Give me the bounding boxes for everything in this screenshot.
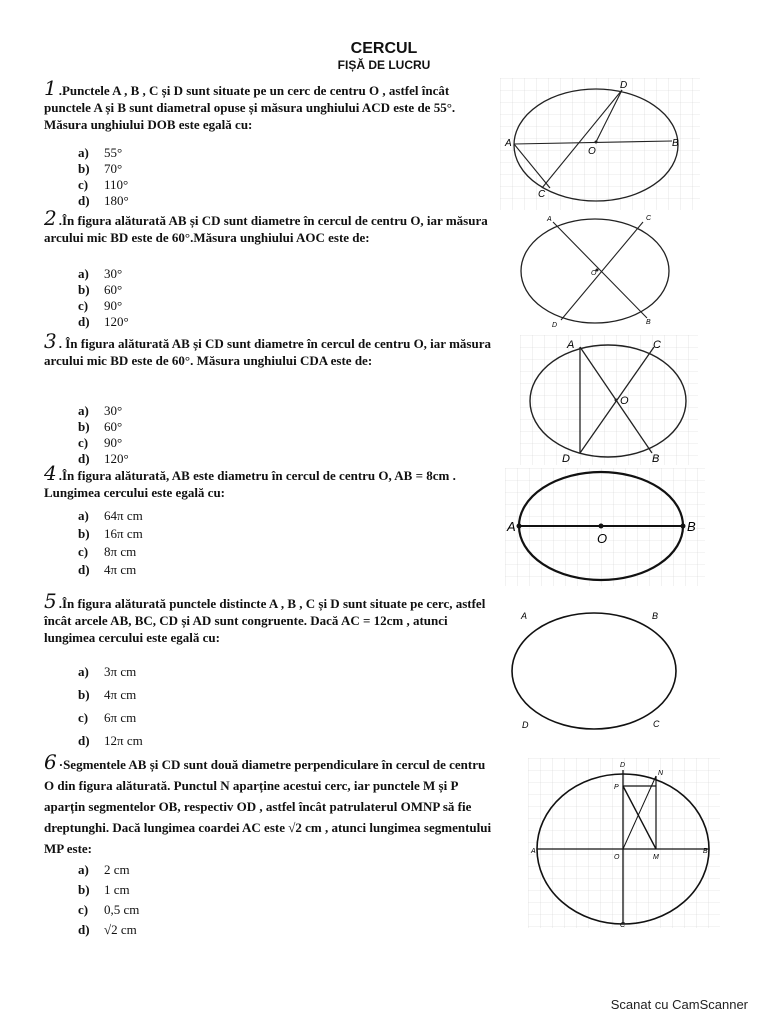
option: c) 110° — [78, 177, 129, 192]
figure-label: B — [652, 611, 659, 621]
option: d) 120° — [78, 451, 129, 466]
page-subtitle: FIȘĂ DE LUCRU — [337, 58, 431, 72]
problem-5-options — [78, 664, 143, 756]
figure-label: D — [552, 322, 558, 329]
figure-label: B — [652, 453, 660, 465]
figure-label: A — [505, 138, 512, 149]
option: c) 90° — [78, 435, 123, 450]
option: a) 2 cm — [78, 862, 130, 877]
problem-2-number: 2 — [44, 206, 57, 230]
problem-2-options — [78, 266, 129, 330]
problem-1-figure — [500, 78, 700, 215]
problem-4-text: 4 .În figura alăturată, AB este diametru în cercul de centru O, AB = 8cm . Lungimea cercului este egală cu: — [44, 461, 456, 500]
option: c) 8π cm — [78, 544, 137, 559]
problem-2-text: 2 .În figura alăturată AB și CD sunt diametre în cercul de centru O, iar măsura arcului mic BD este de 60°.Măsura unghiului AOC este de: — [44, 206, 488, 245]
option: b) 70° — [78, 161, 123, 176]
problem-3-options — [78, 403, 129, 467]
figure-label: O — [597, 531, 608, 546]
problem-5-number: 5 — [44, 589, 57, 613]
problem-5-text: 5 .În figura alăturată punctele distincte A , B , C și D sunt situate pe cerc, astfel încât arcele AB, BC, CD și AD sunt congruente. Dacă AC = 12cm , atunci lungimea cercului este egală cu: — [44, 589, 486, 645]
option: b) 16π cm — [78, 526, 143, 541]
option: a) 64π cm — [78, 508, 143, 523]
problem-3-number: 3 — [44, 329, 57, 353]
option: a) 30° — [78, 266, 123, 281]
option: d) 4π cm — [78, 562, 137, 577]
option: a) 55° — [78, 145, 123, 160]
option: c) 90° — [78, 298, 123, 313]
figure-label: B — [687, 519, 696, 534]
figure-label: N — [658, 770, 664, 777]
figure-label: B — [703, 848, 708, 855]
problem-1-number: 1 — [44, 76, 57, 100]
problem-3-text: 3 . În figura alăturată AB și CD sunt diametre în cercul de centru O, iar măsura arcului mic BD este de 60°. Măsura unghiului CDA este de: — [44, 329, 491, 368]
option: a) 30° — [78, 403, 123, 418]
problem-4-options — [78, 508, 143, 580]
option: b) 60° — [78, 282, 123, 297]
option: b) 60° — [78, 419, 123, 434]
figure-label: B — [672, 138, 679, 149]
option: c) 6π cm — [78, 710, 137, 725]
figure-label: D — [620, 762, 626, 769]
option: b) 4π cm — [78, 687, 137, 702]
problem-5-figure — [505, 605, 685, 740]
scanner-watermark: Scanat cu CamScanner — [610, 997, 748, 1012]
problem-1-text: 1 .Punctele A , B , C și D sunt situate pe un cerc de centru O , astfel încât punctele A și B sunt diametral opuse și măsura unghiului ACD este de 55°. Măsura unghiului DOB este egală cu: — [44, 76, 456, 132]
page-title: CERCUL — [350, 40, 418, 57]
figure-label: P — [614, 784, 619, 791]
option: a) 3π cm — [78, 664, 137, 679]
problem-6-options — [78, 862, 139, 942]
figure-label: A — [531, 848, 536, 855]
figure-label: A — [521, 611, 528, 621]
problem-3-figure — [520, 335, 698, 470]
figure-label: B — [646, 319, 651, 326]
option: d) 180° — [78, 193, 129, 208]
figure-label: D — [522, 720, 529, 730]
figure-label: O — [591, 270, 597, 277]
problem-6-text: 6 ·Segmentele AB și CD sunt două diametre perpendiculare în cercul de centru O din figura alăturată. Punctul N aparține acestui cerc, iar punctele M și P aparțin segmentelor OB, respectiv OD , astfel încât patrulaterul OMNP să fie dreptunghi. Dacă lungimea coardei AC este √2 cm , atunci lungimea segmentului MP este: — [44, 750, 492, 856]
problem-4-figure — [505, 468, 705, 591]
figure-label: O — [588, 146, 596, 157]
option: d) 120° — [78, 314, 129, 329]
problem-6-figure — [528, 758, 720, 933]
option: b) 1 cm — [78, 882, 130, 897]
figure-label: O — [614, 854, 620, 861]
figure-label: O — [620, 395, 629, 407]
figure-label: C — [653, 719, 660, 729]
option: c) 0,5 cm — [78, 902, 140, 917]
figure-label: C — [646, 215, 652, 222]
problem-1-options — [78, 145, 129, 209]
figure-label: C — [538, 189, 546, 200]
figure-label: C — [620, 922, 626, 928]
figure-label: C — [653, 339, 661, 351]
problem-2-figure — [515, 210, 685, 337]
figure-label: A — [567, 339, 575, 351]
problem-6-number: 6 — [44, 750, 57, 774]
figure-label: A — [507, 519, 516, 534]
figure-label: D — [620, 80, 628, 91]
figure-label: D — [562, 453, 570, 465]
figure-label: A — [547, 216, 552, 223]
problem-4-number: 4 — [44, 461, 57, 485]
figure-label: M — [653, 854, 659, 861]
option: d) √2 cm — [78, 922, 137, 937]
option: d) 12π cm — [78, 733, 143, 748]
